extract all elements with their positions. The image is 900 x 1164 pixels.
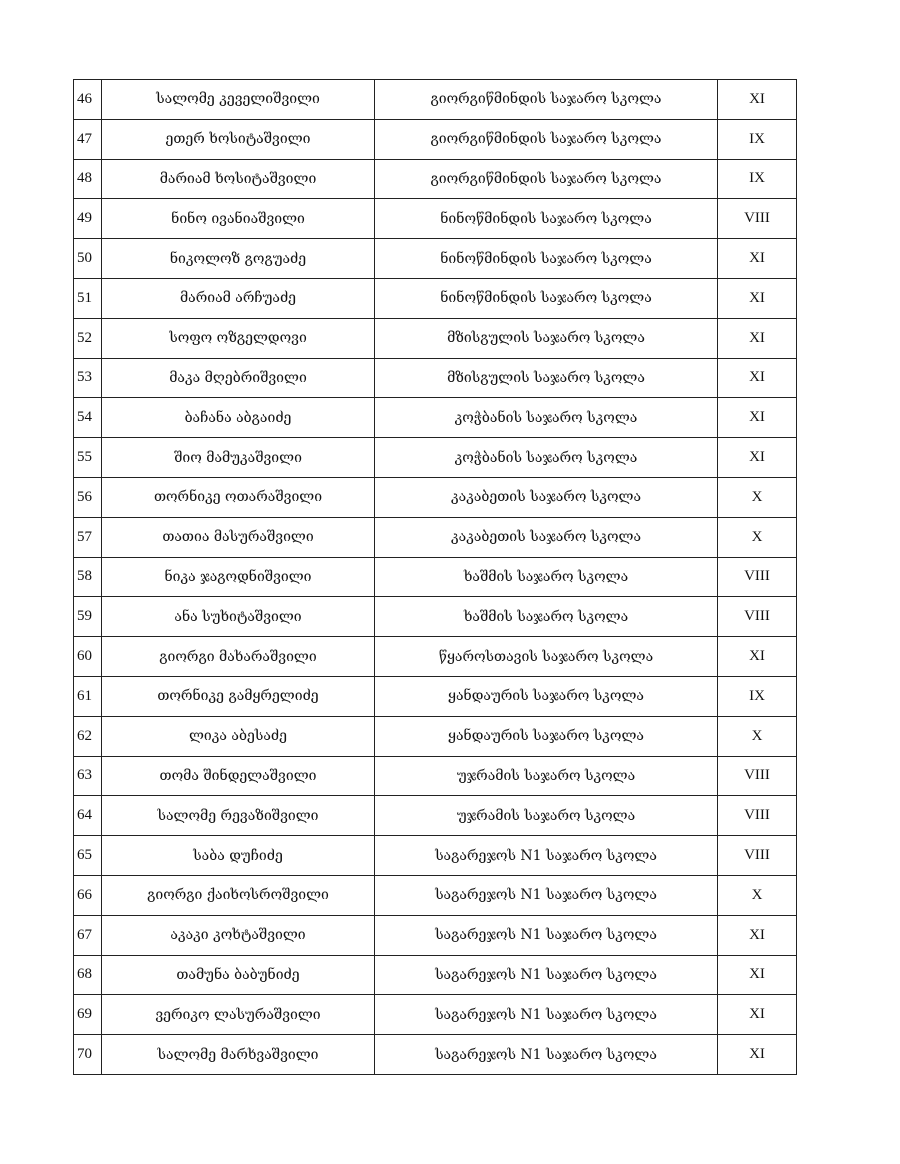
grade-level: IX <box>718 159 797 199</box>
table-row <box>74 438 797 478</box>
row-number: 70 <box>74 1035 102 1075</box>
row-number: 65 <box>74 836 102 876</box>
grade-level: XI <box>718 239 797 279</box>
student-name: თორნიკე ოთარაშვილი <box>102 477 375 517</box>
student-name: ნიკოლოზ გოგუაძე <box>102 239 375 279</box>
student-name: მაკა მღებრიშვილი <box>102 358 375 398</box>
student-name: ლიკა აბესაძე <box>102 716 375 756</box>
school-name: საგარეჯოს N1 საჯარო სკოლა <box>375 955 718 995</box>
school-name: ნინოწმინდის საჯარო სკოლა <box>375 278 718 318</box>
row-number: 64 <box>74 796 102 836</box>
table-row <box>74 199 797 239</box>
grade-level: VIII <box>718 199 797 239</box>
school-name: კოჭბანის საჯარო სკოლა <box>375 438 718 478</box>
student-name: გიორგი ქაიხოსროშვილი <box>102 875 375 915</box>
school-name: კოჭბანის საჯარო სკოლა <box>375 398 718 438</box>
student-name: ვერიკო ლასურაშვილი <box>102 995 375 1035</box>
school-name: ხაშმის საჯარო სკოლა <box>375 597 718 637</box>
grade-level: XI <box>718 318 797 358</box>
table-row <box>74 318 797 358</box>
school-name: ყანდაურის საჯარო სკოლა <box>375 676 718 716</box>
row-number: 48 <box>74 159 102 199</box>
school-name: ხაშმის საჯარო სკოლა <box>375 557 718 597</box>
school-name: საგარეჯოს N1 საჯარო სკოლა <box>375 875 718 915</box>
school-name: საგარეჯოს N1 საჯარო სკოლა <box>375 915 718 955</box>
grade-level: VIII <box>718 557 797 597</box>
grade-level: X <box>718 716 797 756</box>
table-row <box>74 875 797 915</box>
grade-level: XI <box>718 637 797 677</box>
table-row <box>74 597 797 637</box>
table-row <box>74 915 797 955</box>
grade-level: XI <box>718 1035 797 1075</box>
row-number: 66 <box>74 875 102 915</box>
student-name: აკაკი კოხტაშვილი <box>102 915 375 955</box>
table-row <box>74 995 797 1035</box>
grade-level: XI <box>718 915 797 955</box>
student-name: თორნიკე გამყრელიძე <box>102 676 375 716</box>
school-name: საგარეჯოს N1 საჯარო სკოლა <box>375 1035 718 1075</box>
row-number: 50 <box>74 239 102 279</box>
student-name: თამუნა ბაბუნიძე <box>102 955 375 995</box>
student-table <box>73 79 797 1075</box>
table-row <box>74 637 797 677</box>
row-number: 67 <box>74 915 102 955</box>
grade-level: IX <box>718 119 797 159</box>
table-row <box>74 1035 797 1075</box>
table-row <box>74 398 797 438</box>
student-name: სოფო ოზგელდოვი <box>102 318 375 358</box>
row-number: 47 <box>74 119 102 159</box>
row-number: 46 <box>74 80 102 120</box>
row-number: 56 <box>74 477 102 517</box>
student-name: სალომე მარხვაშვილი <box>102 1035 375 1075</box>
school-name: წყაროსთავის საჯარო სკოლა <box>375 637 718 677</box>
table-row <box>74 676 797 716</box>
row-number: 58 <box>74 557 102 597</box>
school-name: საგარეჯოს N1 საჯარო სკოლა <box>375 836 718 876</box>
row-number: 53 <box>74 358 102 398</box>
school-name: ყანდაურის საჯარო სკოლა <box>375 716 718 756</box>
student-name: თათია მასურაშვილი <box>102 517 375 557</box>
school-name: გიორგიწმინდის საჯარო სკოლა <box>375 119 718 159</box>
student-name: გიორგი მახარაშვილი <box>102 637 375 677</box>
grade-level: XI <box>718 80 797 120</box>
row-number: 60 <box>74 637 102 677</box>
table-row <box>74 756 797 796</box>
table-row <box>74 796 797 836</box>
table-row <box>74 159 797 199</box>
student-name: ანა სუხიტაშვილი <box>102 597 375 637</box>
grade-level: XI <box>718 398 797 438</box>
grade-level: VIII <box>718 836 797 876</box>
student-name: ბაჩანა აბგაიძე <box>102 398 375 438</box>
grade-level: XI <box>718 438 797 478</box>
grade-level: XI <box>718 955 797 995</box>
school-name: ნინოწმინდის საჯარო სკოლა <box>375 199 718 239</box>
student-name: მარიამ არჩუაძე <box>102 278 375 318</box>
table-row <box>74 119 797 159</box>
table-row <box>74 239 797 279</box>
row-number: 57 <box>74 517 102 557</box>
grade-level: XI <box>718 278 797 318</box>
grade-level: VIII <box>718 756 797 796</box>
school-name: ნინოწმინდის საჯარო სკოლა <box>375 239 718 279</box>
grade-level: VIII <box>718 597 797 637</box>
table-row <box>74 358 797 398</box>
student-name: თომა შინდელაშვილი <box>102 756 375 796</box>
table-row <box>74 278 797 318</box>
row-number: 54 <box>74 398 102 438</box>
table-row <box>74 80 797 120</box>
row-number: 62 <box>74 716 102 756</box>
student-name: შიო მამუკაშვილი <box>102 438 375 478</box>
table-row <box>74 557 797 597</box>
student-table-body <box>74 80 797 1075</box>
student-name: ეთერ ხოსიტაშვილი <box>102 119 375 159</box>
table-row <box>74 477 797 517</box>
row-number: 59 <box>74 597 102 637</box>
grade-level: X <box>718 875 797 915</box>
student-name: ნიკა ჯაგოდნიშვილი <box>102 557 375 597</box>
row-number: 68 <box>74 955 102 995</box>
school-name: გიორგიწმინდის საჯარო სკოლა <box>375 80 718 120</box>
grade-level: VIII <box>718 796 797 836</box>
row-number: 61 <box>74 676 102 716</box>
student-name: ნინო ივანიაშვილი <box>102 199 375 239</box>
row-number: 63 <box>74 756 102 796</box>
grade-level: XI <box>718 358 797 398</box>
row-number: 55 <box>74 438 102 478</box>
table-row <box>74 517 797 557</box>
school-name: კაკაბეთის საჯარო სკოლა <box>375 477 718 517</box>
row-number: 51 <box>74 278 102 318</box>
grade-level: IX <box>718 676 797 716</box>
school-name: უჯრამის საჯარო სკოლა <box>375 796 718 836</box>
table-row <box>74 716 797 756</box>
grade-level: X <box>718 477 797 517</box>
school-name: კაკაბეთის საჯარო სკოლა <box>375 517 718 557</box>
row-number: 69 <box>74 995 102 1035</box>
table-row <box>74 836 797 876</box>
student-name: მარიამ ხოსიტაშვილი <box>102 159 375 199</box>
school-name: მზისგულის საჯარო სკოლა <box>375 318 718 358</box>
school-name: უჯრამის საჯარო სკოლა <box>375 756 718 796</box>
school-name: გიორგიწმინდის საჯარო სკოლა <box>375 159 718 199</box>
grade-level: X <box>718 517 797 557</box>
row-number: 49 <box>74 199 102 239</box>
grade-level: XI <box>718 995 797 1035</box>
school-name: საგარეჯოს N1 საჯარო სკოლა <box>375 995 718 1035</box>
school-name: მზისგულის საჯარო სკოლა <box>375 358 718 398</box>
student-name: სალომე კეველიშვილი <box>102 80 375 120</box>
table-row <box>74 955 797 995</box>
student-name: საბა დუჩიძე <box>102 836 375 876</box>
student-name: სალომე რევაზიშვილი <box>102 796 375 836</box>
row-number: 52 <box>74 318 102 358</box>
